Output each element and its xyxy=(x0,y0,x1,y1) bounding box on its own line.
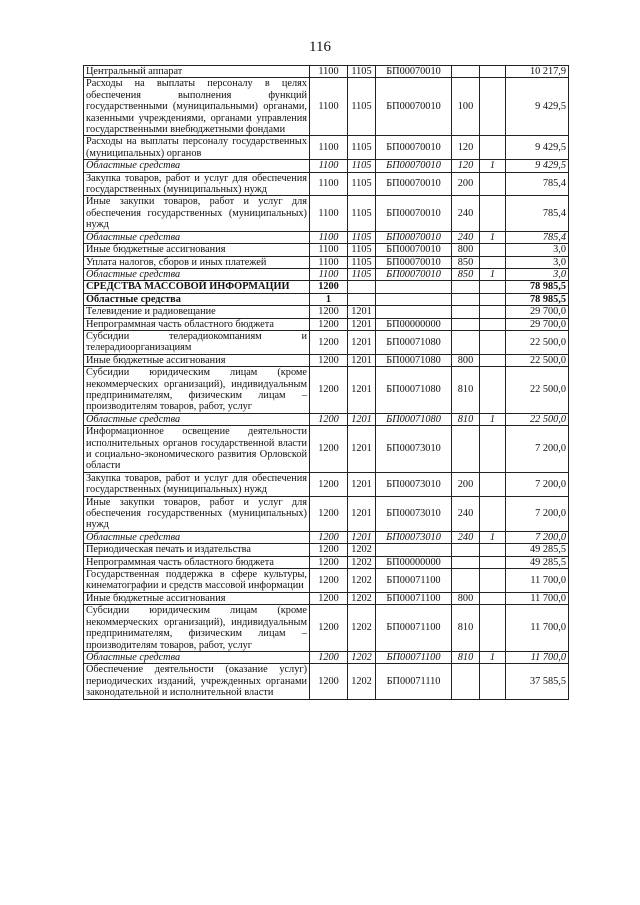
expense-type-code xyxy=(452,66,480,78)
row-name: Непрограммная часть областного бюджета xyxy=(84,556,310,568)
target-item-code: БП00073010 xyxy=(376,496,452,531)
funding-source-code: 1 xyxy=(480,268,506,280)
amount: 7 200,0 xyxy=(506,426,569,473)
subsection-code: 1201 xyxy=(348,306,376,318)
expense-type-code xyxy=(452,330,480,354)
target-item-code xyxy=(376,306,452,318)
table-row xyxy=(84,306,569,318)
expense-type-code xyxy=(452,556,480,568)
section-code: 1200 xyxy=(310,605,348,652)
target-item-code: БП00071100 xyxy=(376,605,452,652)
table-row xyxy=(84,293,569,305)
row-name: Иные бюджетные ассигнования xyxy=(84,244,310,256)
row-name: Областные средства xyxy=(84,293,310,305)
amount: 11 700,0 xyxy=(506,592,569,604)
amount: 785,4 xyxy=(506,196,569,231)
section-code: 1100 xyxy=(310,256,348,268)
target-item-code: БП00071100 xyxy=(376,592,452,604)
section-code: 1200 xyxy=(310,318,348,330)
row-name: Иные бюджетные ассигнования xyxy=(84,354,310,366)
row-name: Расходы на выплаты персоналу в целях обеспечения выполнения функций государственными (муниципальными) органами, казенными учреждениями, органами управления государственными внебюджетными фондами xyxy=(84,78,310,136)
table-row xyxy=(84,244,569,256)
table-row xyxy=(84,651,569,663)
funding-source-code xyxy=(480,196,506,231)
section-code: 1200 xyxy=(310,569,348,593)
amount: 7 200,0 xyxy=(506,472,569,496)
target-item-code: БП00070010 xyxy=(376,136,452,160)
table-row xyxy=(84,231,569,243)
target-item-code: БП00073010 xyxy=(376,531,452,543)
table-row xyxy=(84,544,569,556)
funding-source-code xyxy=(480,605,506,652)
row-name: Закупка товаров, работ и услуг для обеспечения государственных (муниципальных) нужд xyxy=(84,472,310,496)
expense-type-code: 240 xyxy=(452,196,480,231)
section-code: 1200 xyxy=(310,413,348,425)
target-item-code xyxy=(376,281,452,293)
table-row xyxy=(84,160,569,172)
section-code: 1200 xyxy=(310,664,348,699)
subsection-code: 1202 xyxy=(348,544,376,556)
amount: 9 429,5 xyxy=(506,136,569,160)
section-code: 1100 xyxy=(310,244,348,256)
table-row xyxy=(84,66,569,78)
target-item-code: БП00071100 xyxy=(376,569,452,593)
amount: 22 500,0 xyxy=(506,354,569,366)
row-name: Периодическая печать и издательства xyxy=(84,544,310,556)
subsection-code: 1201 xyxy=(348,531,376,543)
expense-type-code: 800 xyxy=(452,244,480,256)
target-item-code: БП00071110 xyxy=(376,664,452,699)
table-row xyxy=(84,569,569,593)
budget-table-body xyxy=(84,66,569,700)
amount: 29 700,0 xyxy=(506,318,569,330)
subsection-code: 1201 xyxy=(348,367,376,414)
funding-source-code xyxy=(480,592,506,604)
target-item-code: БП00071100 xyxy=(376,651,452,663)
amount: 78 985,5 xyxy=(506,293,569,305)
row-name: Областные средства xyxy=(84,413,310,425)
expense-type-code: 850 xyxy=(452,268,480,280)
expense-type-code: 810 xyxy=(452,413,480,425)
subsection-code: 1105 xyxy=(348,66,376,78)
target-item-code: БП00070010 xyxy=(376,172,452,196)
section-code: 1100 xyxy=(310,231,348,243)
target-item-code: БП00070010 xyxy=(376,244,452,256)
subsection-code: 1201 xyxy=(348,413,376,425)
target-item-code: БП00000000 xyxy=(376,556,452,568)
row-name: Расходы на выплаты персоналу государственных (муниципальных) органов xyxy=(84,136,310,160)
table-row xyxy=(84,472,569,496)
row-name: Областные средства xyxy=(84,231,310,243)
section-code: 1100 xyxy=(310,268,348,280)
subsection-code: 1105 xyxy=(348,268,376,280)
table-row xyxy=(84,605,569,652)
table-row xyxy=(84,367,569,414)
expense-type-code xyxy=(452,318,480,330)
row-name: Иные бюджетные ассигнования xyxy=(84,592,310,604)
subsection-code: 1202 xyxy=(348,651,376,663)
target-item-code: БП00071080 xyxy=(376,354,452,366)
row-name: Телевидение и радиовещание xyxy=(84,306,310,318)
subsection-code: 1105 xyxy=(348,244,376,256)
section-code: 1200 xyxy=(310,426,348,473)
subsection-code: 1105 xyxy=(348,136,376,160)
subsection-code: 1202 xyxy=(348,664,376,699)
amount: 9 429,5 xyxy=(506,160,569,172)
expense-type-code: 120 xyxy=(452,136,480,160)
table-row xyxy=(84,354,569,366)
expense-type-code: 200 xyxy=(452,472,480,496)
subsection-code xyxy=(348,281,376,293)
table-row xyxy=(84,531,569,543)
amount: 3,0 xyxy=(506,268,569,280)
expense-type-code xyxy=(452,306,480,318)
funding-source-code xyxy=(480,136,506,160)
expense-type-code: 850 xyxy=(452,256,480,268)
amount: 22 500,0 xyxy=(506,413,569,425)
target-item-code: БП00071080 xyxy=(376,367,452,414)
budget-table xyxy=(83,65,569,700)
row-name: СРЕДСТВА МАССОВОЙ ИНФОРМАЦИИ xyxy=(84,281,310,293)
subsection-code: 1201 xyxy=(348,496,376,531)
table-row xyxy=(84,78,569,136)
subsection-code: 1201 xyxy=(348,426,376,473)
funding-source-code: 1 xyxy=(480,531,506,543)
expense-type-code: 200 xyxy=(452,172,480,196)
table-row xyxy=(84,330,569,354)
section-code: 1 xyxy=(310,293,348,305)
funding-source-code xyxy=(480,544,506,556)
table-row xyxy=(84,318,569,330)
target-item-code xyxy=(376,544,452,556)
target-item-code xyxy=(376,293,452,305)
funding-source-code xyxy=(480,367,506,414)
funding-source-code: 1 xyxy=(480,651,506,663)
expense-type-code xyxy=(452,569,480,593)
section-code: 1100 xyxy=(310,66,348,78)
section-code: 1100 xyxy=(310,78,348,136)
section-code: 1200 xyxy=(310,367,348,414)
subsection-code xyxy=(348,293,376,305)
funding-source-code: 1 xyxy=(480,160,506,172)
row-name: Закупка товаров, работ и услуг для обеспечения государственных (муниципальных) нужд xyxy=(84,172,310,196)
funding-source-code xyxy=(480,556,506,568)
amount: 785,4 xyxy=(506,231,569,243)
funding-source-code xyxy=(480,172,506,196)
target-item-code: БП00070010 xyxy=(376,196,452,231)
amount: 49 285,5 xyxy=(506,544,569,556)
amount: 11 700,0 xyxy=(506,569,569,593)
row-name: Областные средства xyxy=(84,268,310,280)
funding-source-code xyxy=(480,354,506,366)
target-item-code: БП00070010 xyxy=(376,78,452,136)
table-row xyxy=(84,664,569,699)
table-row xyxy=(84,556,569,568)
subsection-code: 1105 xyxy=(348,160,376,172)
table-row xyxy=(84,281,569,293)
section-code: 1100 xyxy=(310,160,348,172)
expense-type-code: 240 xyxy=(452,496,480,531)
table-row xyxy=(84,413,569,425)
table-row xyxy=(84,256,569,268)
section-code: 1100 xyxy=(310,196,348,231)
section-code: 1200 xyxy=(310,592,348,604)
row-name: Областные средства xyxy=(84,160,310,172)
section-code: 1200 xyxy=(310,354,348,366)
target-item-code: БП00070010 xyxy=(376,160,452,172)
table-row xyxy=(84,136,569,160)
expense-type-code: 120 xyxy=(452,160,480,172)
subsection-code: 1202 xyxy=(348,556,376,568)
row-name: Непрограммная часть областного бюджета xyxy=(84,318,310,330)
row-name: Государственная поддержка в сфере культуры, кинематографии и средств массовой информации xyxy=(84,569,310,593)
subsection-code: 1105 xyxy=(348,231,376,243)
target-item-code: БП00071080 xyxy=(376,330,452,354)
target-item-code: БП00070010 xyxy=(376,268,452,280)
amount: 49 285,5 xyxy=(506,556,569,568)
row-name: Иные закупки товаров, работ и услуг для обеспечения государственных (муниципальных) нужд xyxy=(84,196,310,231)
row-name: Иные закупки товаров, работ и услуг для обеспечения государственных (муниципальных) нужд xyxy=(84,496,310,531)
funding-source-code xyxy=(480,426,506,473)
funding-source-code xyxy=(480,330,506,354)
amount: 22 500,0 xyxy=(506,367,569,414)
amount: 29 700,0 xyxy=(506,306,569,318)
table-row xyxy=(84,196,569,231)
funding-source-code xyxy=(480,496,506,531)
target-item-code: БП00070010 xyxy=(376,256,452,268)
row-name: Обеспечение деятельности (оказание услуг) периодических изданий, учрежденных органами законодательной и исполнительной власти xyxy=(84,664,310,699)
expense-type-code xyxy=(452,544,480,556)
row-name: Субсидии юридическим лицам (кроме некоммерческих организаций), индивидуальным предпринимателям, физическим лицам – производителям товаров, работ, услуг xyxy=(84,605,310,652)
subsection-code: 1202 xyxy=(348,605,376,652)
subsection-code: 1201 xyxy=(348,472,376,496)
target-item-code: БП00070010 xyxy=(376,231,452,243)
table-row xyxy=(84,496,569,531)
subsection-code: 1201 xyxy=(348,330,376,354)
amount: 22 500,0 xyxy=(506,330,569,354)
expense-type-code: 240 xyxy=(452,531,480,543)
section-code: 1200 xyxy=(310,531,348,543)
table-row xyxy=(84,592,569,604)
amount: 3,0 xyxy=(506,244,569,256)
amount: 10 217,9 xyxy=(506,66,569,78)
table-row xyxy=(84,172,569,196)
subsection-code: 1105 xyxy=(348,172,376,196)
subsection-code: 1105 xyxy=(348,196,376,231)
row-name: Областные средства xyxy=(84,651,310,663)
expense-type-code xyxy=(452,426,480,473)
row-name: Уплата налогов, сборов и иных платежей xyxy=(84,256,310,268)
funding-source-code xyxy=(480,293,506,305)
amount: 3,0 xyxy=(506,256,569,268)
table-row xyxy=(84,426,569,473)
section-code: 1200 xyxy=(310,496,348,531)
funding-source-code xyxy=(480,256,506,268)
target-item-code: БП00071080 xyxy=(376,413,452,425)
subsection-code: 1105 xyxy=(348,78,376,136)
target-item-code: БП00070010 xyxy=(376,66,452,78)
expense-type-code: 800 xyxy=(452,354,480,366)
page-number: 116 xyxy=(309,39,331,55)
target-item-code: БП00073010 xyxy=(376,472,452,496)
amount: 7 200,0 xyxy=(506,496,569,531)
row-name: Областные средства xyxy=(84,531,310,543)
expense-type-code xyxy=(452,664,480,699)
expense-type-code xyxy=(452,293,480,305)
row-name: Информационное освещение деятельности исполнительных органов государственной власти и социально-экономического развития Орловской области xyxy=(84,426,310,473)
section-code: 1200 xyxy=(310,544,348,556)
row-name: Центральный аппарат xyxy=(84,66,310,78)
subsection-code: 1105 xyxy=(348,256,376,268)
subsection-code: 1201 xyxy=(348,318,376,330)
target-item-code: БП00000000 xyxy=(376,318,452,330)
target-item-code: БП00073010 xyxy=(376,426,452,473)
expense-type-code: 810 xyxy=(452,651,480,663)
amount: 9 429,5 xyxy=(506,78,569,136)
section-code: 1200 xyxy=(310,306,348,318)
table-row xyxy=(84,268,569,280)
funding-source-code xyxy=(480,472,506,496)
funding-source-code xyxy=(480,569,506,593)
amount: 7 200,0 xyxy=(506,531,569,543)
row-name: Субсидии телерадиокомпаниям и телерадиоорганизациям xyxy=(84,330,310,354)
section-code: 1200 xyxy=(310,651,348,663)
funding-source-code: 1 xyxy=(480,413,506,425)
section-code: 1200 xyxy=(310,281,348,293)
expense-type-code: 240 xyxy=(452,231,480,243)
section-code: 1200 xyxy=(310,330,348,354)
funding-source-code xyxy=(480,78,506,136)
amount: 11 700,0 xyxy=(506,651,569,663)
section-code: 1200 xyxy=(310,556,348,568)
amount: 78 985,5 xyxy=(506,281,569,293)
expense-type-code: 100 xyxy=(452,78,480,136)
expense-type-code: 810 xyxy=(452,605,480,652)
funding-source-code: 1 xyxy=(480,231,506,243)
funding-source-code xyxy=(480,318,506,330)
expense-type-code xyxy=(452,281,480,293)
row-name: Субсидии юридическим лицам (кроме некоммерческих организаций), индивидуальным предпринимателям, физическим лицам – производителям товаров, работ, услуг xyxy=(84,367,310,414)
section-code: 1200 xyxy=(310,472,348,496)
amount: 11 700,0 xyxy=(506,605,569,652)
expense-type-code: 810 xyxy=(452,367,480,414)
section-code: 1100 xyxy=(310,136,348,160)
expense-type-code: 800 xyxy=(452,592,480,604)
amount: 37 585,5 xyxy=(506,664,569,699)
section-code: 1100 xyxy=(310,172,348,196)
funding-source-code xyxy=(480,306,506,318)
subsection-code: 1202 xyxy=(348,592,376,604)
amount: 785,4 xyxy=(506,172,569,196)
subsection-code: 1202 xyxy=(348,569,376,593)
funding-source-code xyxy=(480,244,506,256)
funding-source-code xyxy=(480,66,506,78)
funding-source-code xyxy=(480,664,506,699)
subsection-code: 1201 xyxy=(348,354,376,366)
funding-source-code xyxy=(480,281,506,293)
